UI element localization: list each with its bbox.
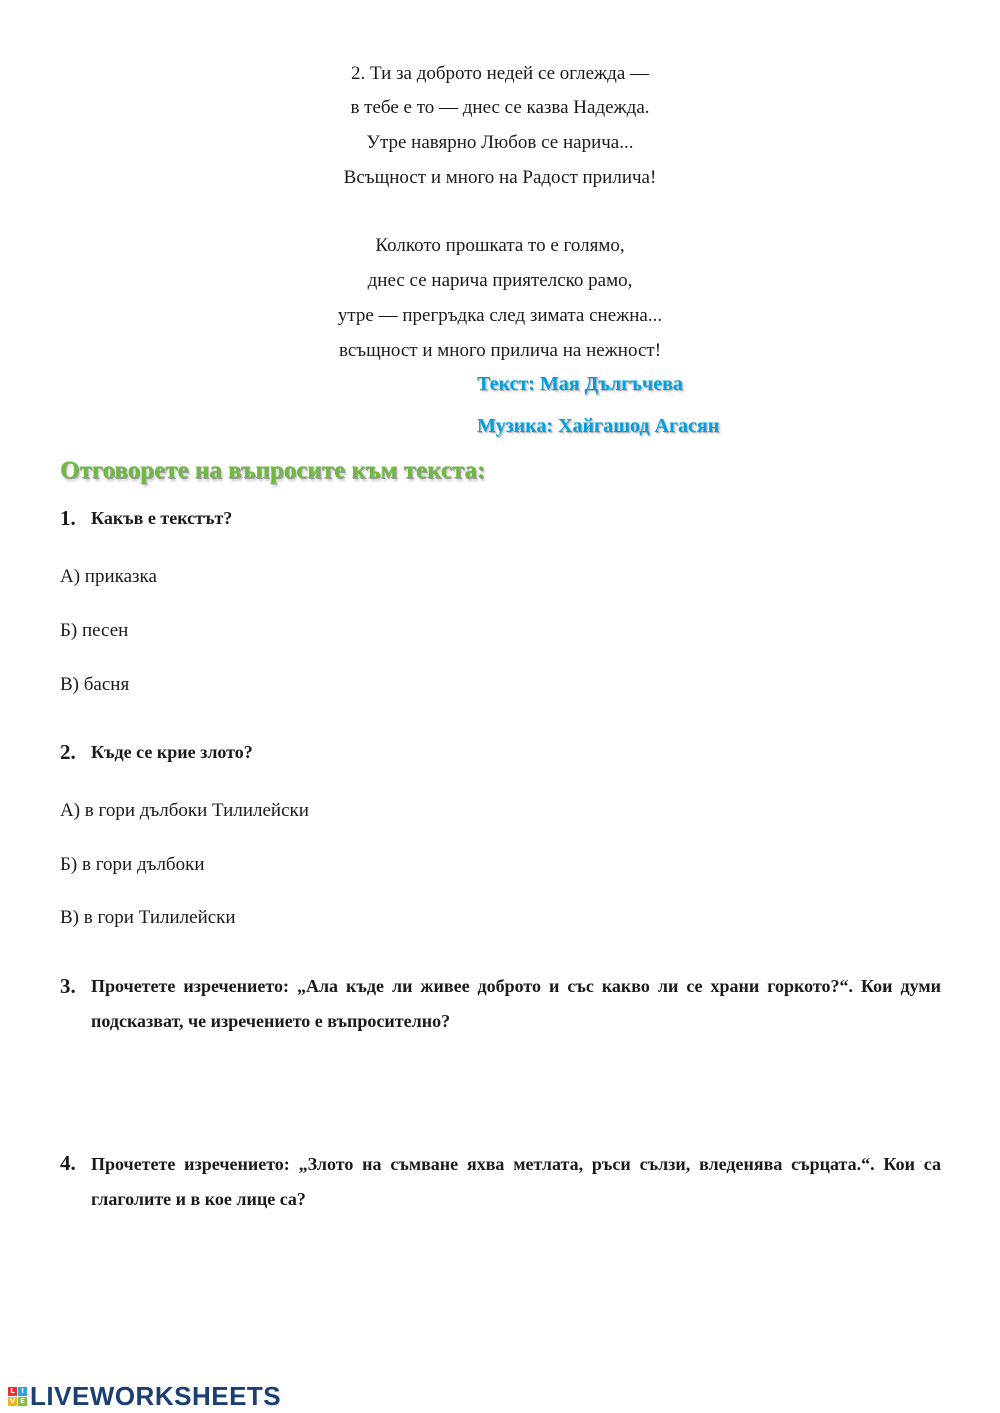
liveworksheets-logo [8, 1381, 281, 1412]
poem-line: Колкото прошката то е голямо, [375, 235, 625, 256]
logo-letter: V [9, 1397, 16, 1405]
answer-option[interactable]: А) приказка [60, 566, 157, 587]
answer-option[interactable]: В) басня [60, 674, 130, 695]
poem-line: в тебе е то — днес се казва Надежда. [350, 97, 650, 118]
answer-option[interactable]: Б) песен [60, 620, 129, 641]
question-number: 4. [60, 1151, 76, 1175]
answer-area[interactable] [91, 1225, 941, 1335]
logo-letter: E [18, 1397, 27, 1406]
question-text: Прочетете изречението: „Ала къде ли живее доброто и със какво ли се храни горкото?“. Кои думи подсказват, че изречението е въпросително? [91, 976, 941, 1031]
logo-letter: L [8, 1387, 17, 1396]
question-number: 1. [60, 506, 76, 530]
poem-line: 2. Ти за доброто недей се оглежда — [350, 63, 650, 84]
answer-area[interactable] [91, 1045, 941, 1135]
question-number: 3. [60, 974, 76, 998]
answer-option[interactable]: Б) в гори дълбоки [60, 854, 205, 875]
poem-line: Всъщност и много на Радост прилича! [343, 167, 657, 188]
poem-line: утре — прегръдка след зимата снежна... [337, 305, 663, 326]
question-text: Къде се крие злото? [91, 742, 253, 762]
logo-text: LIVEWORKSHEETS [30, 1381, 282, 1411]
lyrics-credit: Текст: Мая Дългъчева [477, 373, 683, 395]
question-text: Прочетете изречението: „Злото на съмване яхва метлата, ръси сълзи, вледенява сърцата.“. Кои са глаголите и в кое лице са? [91, 1154, 941, 1209]
logo-letter: I [18, 1387, 27, 1396]
answer-option[interactable]: А) в гори дълбоки Тилилейски [60, 800, 309, 821]
music-credit: Музика: Хайгашод Агасян [477, 415, 720, 437]
question-text: Какъв е текстът? [91, 508, 233, 528]
poem-line: всъщност и много прилича на нежност! [338, 340, 662, 361]
section-heading: Отговорете на въпросите към текста: [60, 457, 486, 484]
logo-mark-icon [8, 1387, 27, 1406]
poem-line: Утре навярно Любов се нарича... [366, 132, 634, 153]
question-number: 2. [60, 740, 76, 764]
poem-line: днес се нарича приятелско рамо, [367, 270, 633, 291]
answer-option[interactable]: В) в гори Тилилейски [60, 907, 236, 928]
